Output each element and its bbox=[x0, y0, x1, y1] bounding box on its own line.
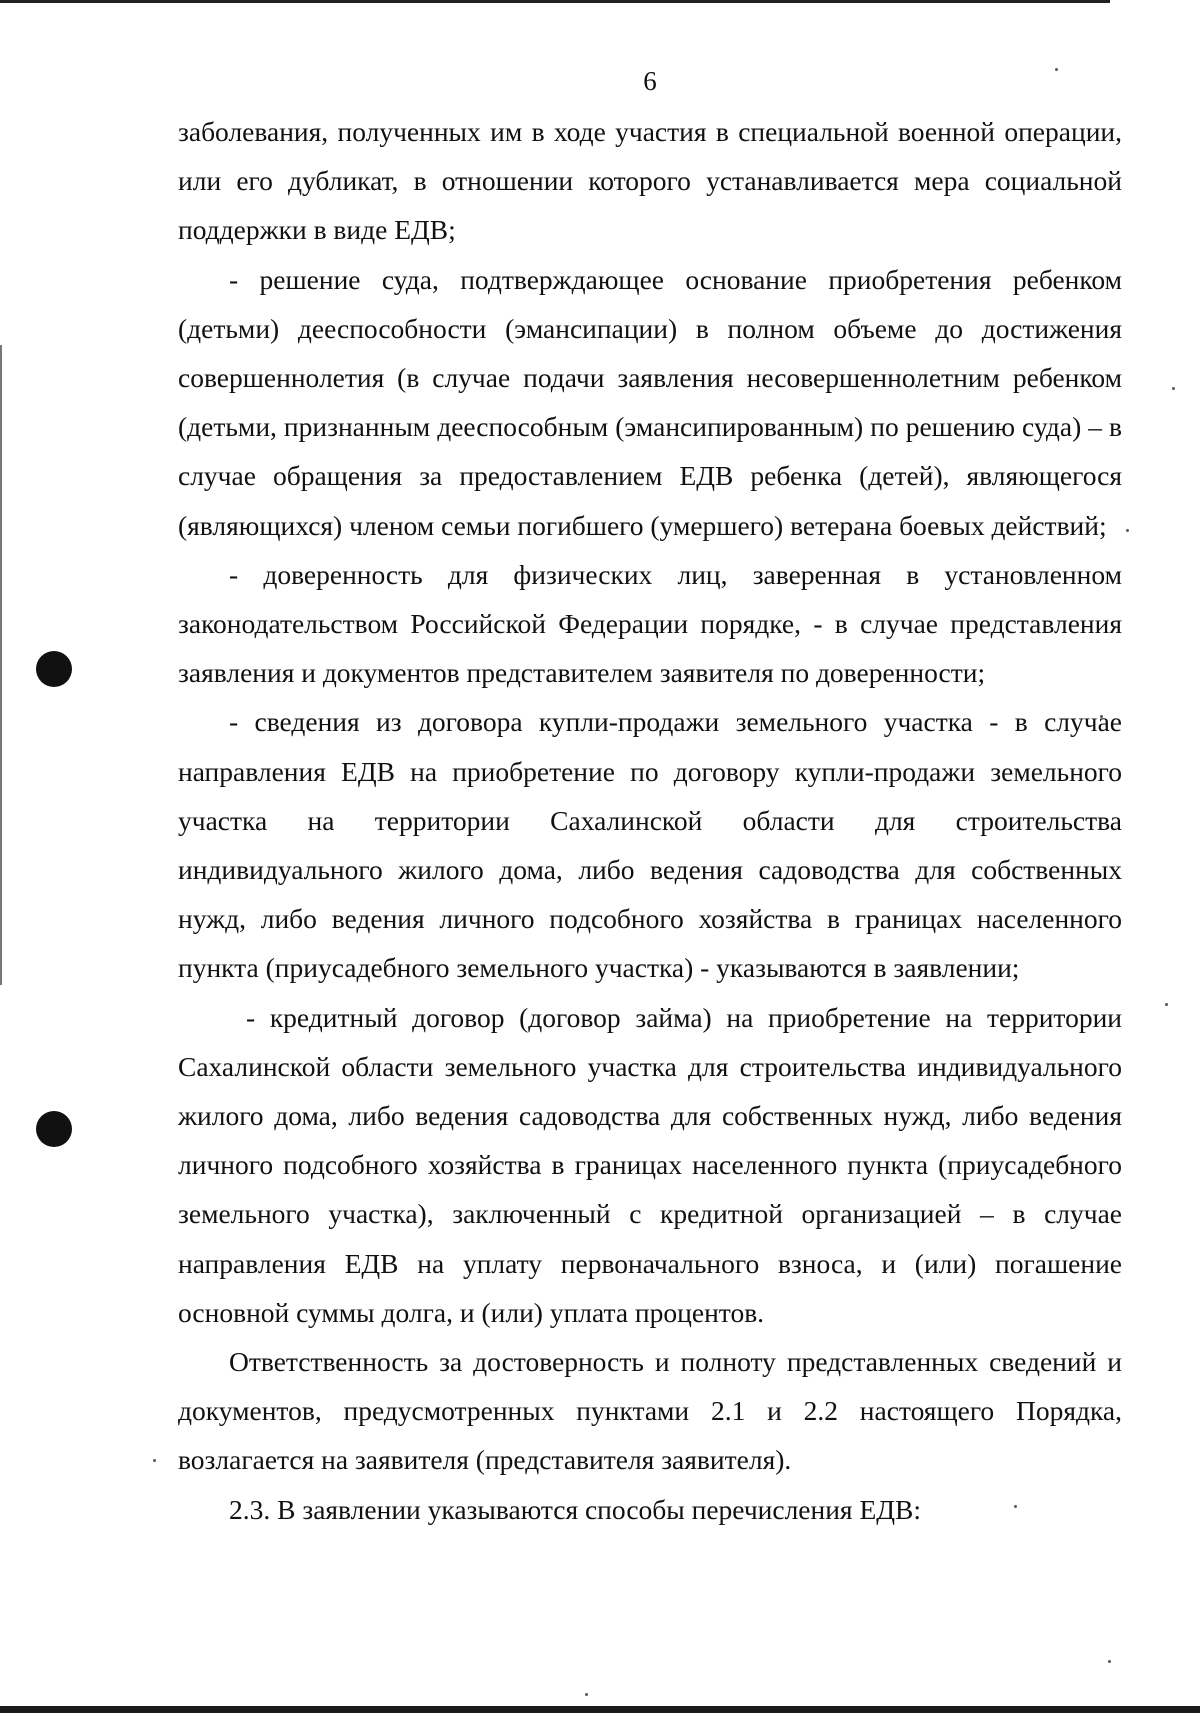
scan-edge-left bbox=[0, 345, 2, 985]
paragraph: - доверенность для физических лиц, заверенная в установленном законодательством Российской Федерации порядке, - в случае представления заявления и документов представителем заявителя по доверенности; bbox=[178, 558, 1122, 689]
paragraph: - сведения из договора купли-продажи земельного участка - в случае направления ЕДВ на приобретение по договору купли-продажи земельного участка на территории Сахалинской области для строительства индивидуального жилого дома, либо ведения садоводства для собственных нужд, либо ведения личного подсобного хозяйства в границах населенного пункта (приусадебного земельного участка) - указываются в заявлении; bbox=[178, 706, 1122, 984]
paragraph: заболевания, полученных им в ходе участия в специальной военной операции, или его дубликат, в отношении которого устанавливается мера социальной поддержки в виде ЕДВ; bbox=[178, 116, 1122, 246]
scan-speck bbox=[153, 1459, 156, 1462]
punch-hole-mark bbox=[36, 651, 72, 687]
paragraph: 2.3. В заявлении указываются способы перечисления ЕДВ: bbox=[229, 1493, 921, 1525]
scan-speck bbox=[1108, 1660, 1111, 1663]
punch-hole-mark bbox=[36, 1111, 72, 1147]
paragraph: - кредитный договор (договор займа) на приобретение на территории Сахалинской области земельного участка для строительства индивидуального жилого дома, либо ведения садоводства для собственных нужд, либо ведения личного подсобного хозяйства в границах населенного пункта (приусадебного земельного участка), заключенный с кредитной организацией – в случае направления ЕДВ на уплату первоначального взноса, и (или) погашение основной суммы долга, и (или) уплата процентов. bbox=[178, 1001, 1122, 1328]
scan-edge-top bbox=[0, 0, 1110, 3]
body-text bbox=[178, 107, 1122, 1534]
scan-speck bbox=[1172, 387, 1175, 390]
scan-speck bbox=[585, 1693, 588, 1696]
scan-speck bbox=[1165, 1003, 1168, 1006]
scan-speck bbox=[1126, 529, 1129, 532]
paragraph: - решение суда, подтверждающее основание приобретения ребенком (детьми) дееспособности (эмансипации) в полном объеме до достижения совершеннолетия (в случае подачи заявления несовершеннолетним ребенком (детьми, признанным дееспособным (эмансипированным) по решению суда) – в случае обращения за предоставлением ЕДВ ребенка (детей), являющегося (являющихся) членом семьи погибшего (умершего) ветерана боевых действий; bbox=[178, 263, 1122, 541]
paragraph: Ответственность за достоверность и полноту представленных сведений и документов, предусмотренных пунктами 2.1 и 2.2 настоящего Порядка, возлагается на заявителя (представителя заявителя). bbox=[178, 1346, 1122, 1476]
scan-edge-bottom bbox=[0, 1706, 1200, 1713]
page-number: 6 bbox=[643, 66, 657, 96]
